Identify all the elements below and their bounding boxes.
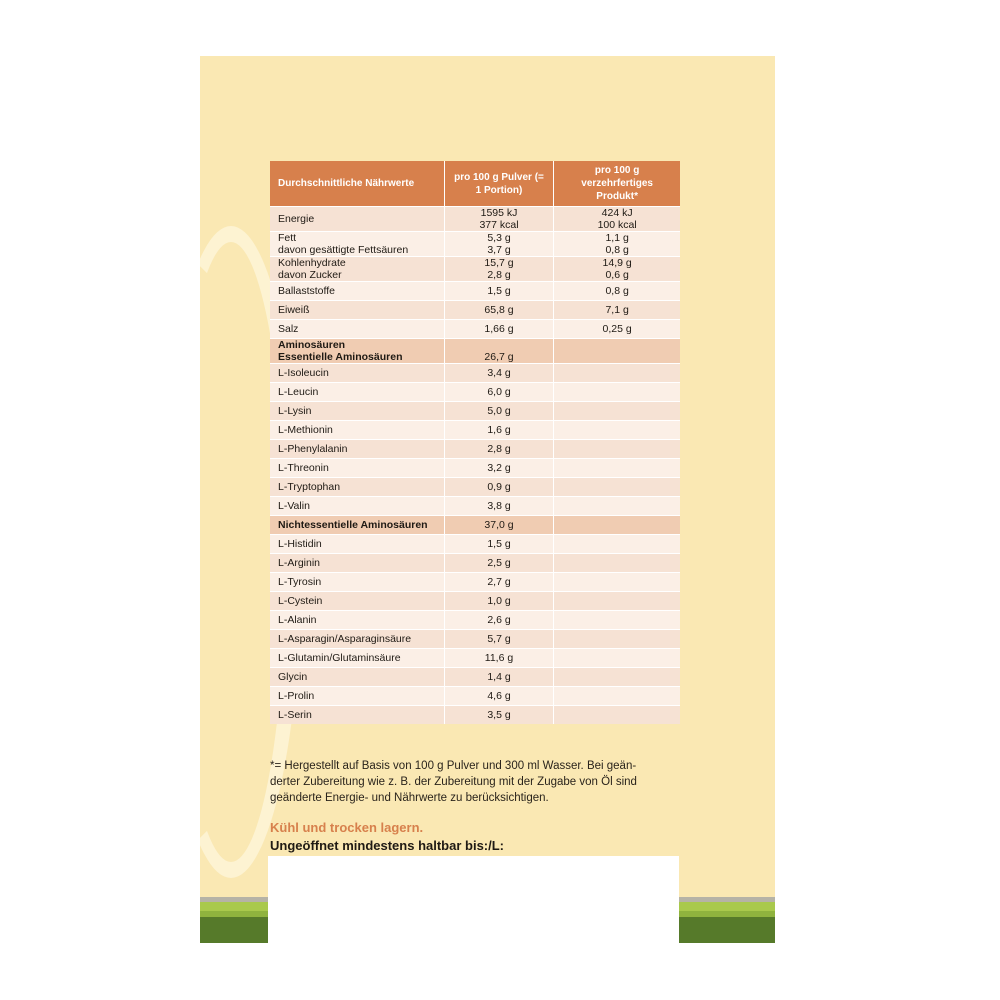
row-value-ready xyxy=(554,687,680,706)
row-value-ready: 0,8 g xyxy=(554,282,680,301)
row-value-powder: 37,0 g xyxy=(444,516,554,535)
table-row xyxy=(270,497,680,516)
row-value-ready xyxy=(554,668,680,687)
table-row xyxy=(270,440,680,459)
table-row xyxy=(270,573,680,592)
table-row xyxy=(270,257,680,282)
row-value-ready xyxy=(554,649,680,668)
row-label: L-Arginin xyxy=(270,554,444,573)
row-value-ready xyxy=(554,554,680,573)
row-value-ready xyxy=(554,383,680,402)
row-value-powder: 3,5 g xyxy=(444,706,554,725)
row-value-powder: 5,7 g xyxy=(444,630,554,649)
row-label: Aminosäuren Essentielle Aminosäuren xyxy=(270,339,444,364)
table-row xyxy=(270,554,680,573)
row-value-ready: 14,9 g 0,6 g xyxy=(554,257,680,282)
row-value-ready xyxy=(554,339,680,364)
row-value-ready: 424 kJ 100 kcal xyxy=(554,207,680,232)
row-value-powder: 2,7 g xyxy=(444,573,554,592)
table-row xyxy=(270,282,680,301)
row-value-ready xyxy=(554,364,680,383)
row-label: L-Lysin xyxy=(270,402,444,421)
row-label: L-Histidin xyxy=(270,535,444,554)
row-label: L-Leucin xyxy=(270,383,444,402)
row-label: Eiweiß xyxy=(270,301,444,320)
table-row xyxy=(270,649,680,668)
row-label: L-Serin xyxy=(270,706,444,725)
row-label: L-Cystein xyxy=(270,592,444,611)
row-value-powder: 5,3 g 3,7 g xyxy=(444,232,554,257)
best-before-label: Ungeöffnet mindestens haltbar bis:/L: xyxy=(270,838,505,853)
best-before-field xyxy=(268,856,679,943)
table-row xyxy=(270,516,680,535)
row-label: Ballaststoffe xyxy=(270,282,444,301)
row-value-powder: 3,8 g xyxy=(444,497,554,516)
table-row xyxy=(270,232,680,257)
row-value-powder: 1,4 g xyxy=(444,668,554,687)
row-value-ready: 7,1 g xyxy=(554,301,680,320)
row-value-powder: 1595 kJ 377 kcal xyxy=(444,207,554,232)
row-label: L-Asparagin/Asparaginsäure xyxy=(270,630,444,649)
row-label: Energie xyxy=(270,207,444,232)
row-label: L-Methionin xyxy=(270,421,444,440)
table-row xyxy=(270,687,680,706)
row-value-ready xyxy=(554,535,680,554)
row-value-powder: 1,66 g xyxy=(444,320,554,339)
table-row xyxy=(270,459,680,478)
row-value-powder: 4,6 g xyxy=(444,687,554,706)
row-label: Glycin xyxy=(270,668,444,687)
row-label: L-Tryptophan xyxy=(270,478,444,497)
row-label: L-Phenylalanin xyxy=(270,440,444,459)
storage-instruction: Kühl und trocken lagern. xyxy=(270,820,424,835)
row-value-ready xyxy=(554,478,680,497)
nutrition-table xyxy=(270,161,680,724)
table-row xyxy=(270,383,680,402)
row-value-powder: 5,0 g xyxy=(444,402,554,421)
row-value-powder: 1,5 g xyxy=(444,282,554,301)
row-value-ready: 1,1 g 0,8 g xyxy=(554,232,680,257)
row-value-ready xyxy=(554,421,680,440)
row-value-powder: 65,8 g xyxy=(444,301,554,320)
row-value-ready xyxy=(554,611,680,630)
row-label: L-Valin xyxy=(270,497,444,516)
row-label: L-Tyrosin xyxy=(270,573,444,592)
table-row xyxy=(270,668,680,687)
table-row xyxy=(270,535,680,554)
table-row xyxy=(270,421,680,440)
row-label: L-Alanin xyxy=(270,611,444,630)
header-nutrients: Durchschnittliche Nährwerte xyxy=(270,161,444,207)
table-row xyxy=(270,402,680,421)
row-value-powder: 1,6 g xyxy=(444,421,554,440)
table-row xyxy=(270,320,680,339)
header-per-100g-powder: pro 100 g Pulver (= 1 Portion) xyxy=(444,161,554,207)
table-body xyxy=(270,207,680,725)
row-value-powder: 3,4 g xyxy=(444,364,554,383)
table-row xyxy=(270,207,680,232)
row-value-ready xyxy=(554,573,680,592)
table-row xyxy=(270,592,680,611)
table-row xyxy=(270,301,680,320)
row-value-powder: 3,2 g xyxy=(444,459,554,478)
table-row xyxy=(270,364,680,383)
row-value-powder: 0,9 g xyxy=(444,478,554,497)
row-label: L-Threonin xyxy=(270,459,444,478)
table-row xyxy=(270,611,680,630)
table-header-row xyxy=(270,161,680,207)
row-value-powder: 2,8 g xyxy=(444,440,554,459)
row-value-powder: 2,6 g xyxy=(444,611,554,630)
row-value-ready xyxy=(554,592,680,611)
row-value-ready xyxy=(554,630,680,649)
row-value-powder: 6,0 g xyxy=(444,383,554,402)
row-value-powder: 2,5 g xyxy=(444,554,554,573)
table-row xyxy=(270,630,680,649)
row-label: Kohlenhydrate davon Zucker xyxy=(270,257,444,282)
row-label: L-Isoleucin xyxy=(270,364,444,383)
row-value-ready xyxy=(554,497,680,516)
row-label: L-Glutamin/Glutaminsäure xyxy=(270,649,444,668)
row-value-ready: 0,25 g xyxy=(554,320,680,339)
header-per-100g-ready: pro 100 g verzehrfertiges Produkt* xyxy=(554,161,680,207)
row-label: Fett davon gesättigte Fettsäuren xyxy=(270,232,444,257)
footnote: *= Hergestellt auf Basis von 100 g Pulver und 300 ml Wasser. Bei geän- derter Zubereitung wie z. B. der Zubereitung mit der Zugabe von Öl sind geänderte Energie- und Nährwerte zu berücksichtigen. xyxy=(270,760,637,804)
table-row xyxy=(270,339,680,364)
row-value-ready xyxy=(554,402,680,421)
row-value-ready xyxy=(554,516,680,535)
row-value-ready xyxy=(554,459,680,478)
row-value-powder: 1,0 g xyxy=(444,592,554,611)
table-row xyxy=(270,478,680,497)
row-value-powder: 11,6 g xyxy=(444,649,554,668)
row-label: L-Prolin xyxy=(270,687,444,706)
row-value-powder: 1,5 g xyxy=(444,535,554,554)
row-label: Nichtessentielle Aminosäuren xyxy=(270,516,444,535)
row-value-powder: 26,7 g xyxy=(444,339,554,364)
row-value-ready xyxy=(554,440,680,459)
row-label: Salz xyxy=(270,320,444,339)
table-row xyxy=(270,706,680,725)
row-value-powder: 15,7 g 2,8 g xyxy=(444,257,554,282)
row-value-ready xyxy=(554,706,680,725)
